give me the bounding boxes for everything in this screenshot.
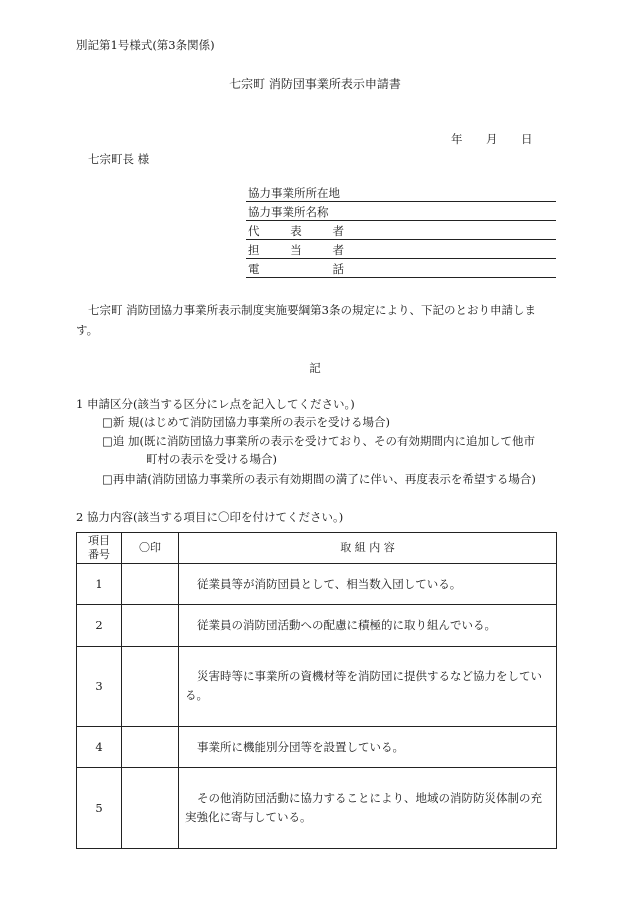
document-title: 七宗町 消防団事業所表示申請書 [229,77,401,91]
option-additional-continued: 町村の表示を受ける場合) [146,452,277,466]
row-content: その他消防団活動に協力することにより、地域の消防防災体制の充実強化に寄与している。 [179,768,557,849]
option-new[interactable]: □新 規(はじめて消防団協力事業所の表示を受ける場合) [102,415,390,429]
field-address-label: 協力事業所所在地 [248,186,340,200]
header-item-number: 項目 番号 [77,533,122,564]
table-row [77,646,557,727]
row-content: 従業員等が消防団員として、相当数入団している。 [179,564,557,605]
row-mark-cell[interactable] [122,646,179,727]
body-text: 七宗町 消防団協力事業所表示制度実施要綱第3条の規定により、下記のとおり申請します。 [76,303,536,337]
row-mark-cell[interactable] [122,564,179,605]
header-mark: 〇印 [122,533,179,564]
table-row [77,768,557,849]
section1-heading: 1 申請区分(該当する区分にレ点を記入してください。) [76,397,355,411]
row-number: 2 [77,605,122,646]
field-address[interactable] [246,184,556,202]
field-phone-label: 電 話 [248,262,344,276]
row-number: 1 [77,564,122,605]
row-number: 4 [77,727,122,768]
addressee: 七宗町長 様 [88,152,150,166]
section2-heading: 2 協力内容(該当する項目に〇印を付けてください。) [76,510,344,524]
date-year-label: 年 [451,132,463,146]
form-number: 別記第1号様式(第3条関係) [76,38,215,52]
row-content: 従業員の消防団活動への配慮に積極的に取り組んでいる。 [179,605,557,646]
row-content: 事業所に機能別分団等を設置している。 [179,727,557,768]
header-content: 取 組 内 容 [179,533,557,564]
field-person-in-charge[interactable] [246,241,556,259]
row-number: 5 [77,768,122,849]
table-header-row [77,533,557,564]
cooperation-table [76,532,557,849]
field-name-label: 協力事業所名称 [248,205,329,219]
row-content: 災害時等に事業所の資機材等を消防団に提供するなど協力をしている。 [179,646,557,727]
row-mark-cell[interactable] [122,727,179,768]
field-name[interactable] [246,203,556,221]
row-mark-cell[interactable] [122,768,179,849]
field-person-in-charge-label: 担 当 者 [248,243,344,257]
date-day-label: 日 [521,132,533,146]
option-additional[interactable]: □追 加(既に消防団協力事業所の表示を受けており、その有効期間内に追加して他市 [102,434,536,448]
option-reapply[interactable]: □再申請(消防団協力事業所の表示有効期間の満了に伴い、再度表示を希望する場合) [102,472,536,486]
field-representative-label: 代 表 者 [248,224,344,238]
ki-heading: 記 [309,361,321,375]
table-row [77,564,557,605]
date-month-label: 月 [486,132,498,146]
row-mark-cell[interactable] [122,605,179,646]
field-phone[interactable] [246,260,556,278]
table-row [77,605,557,646]
table-row [77,727,557,768]
row-number: 3 [77,646,122,727]
field-representative[interactable] [246,222,556,240]
